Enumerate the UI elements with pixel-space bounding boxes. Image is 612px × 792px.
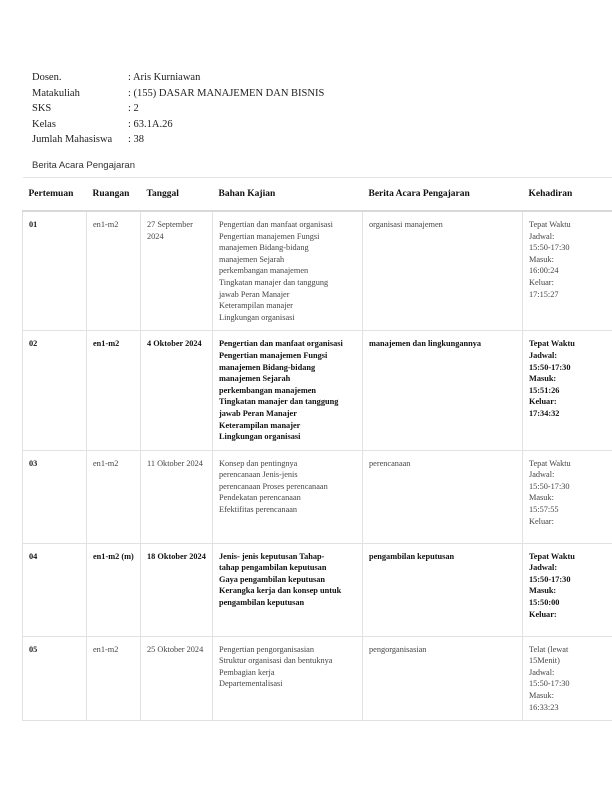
bahan-line: Efektifitas perencanaan bbox=[219, 505, 298, 515]
bahan-line: tahap pengambilan keputusan bbox=[219, 563, 327, 573]
cell-kehadiran bbox=[523, 211, 612, 331]
cell-kehadiran bbox=[523, 331, 612, 450]
header-berita-acara: Berita Acara Pengajaran bbox=[363, 178, 523, 212]
kehadiran-line: Masuk: bbox=[529, 691, 554, 701]
kehadiran-line: Tepat Waktu bbox=[529, 220, 571, 229]
cell-tanggal: 27 September 2024 bbox=[141, 211, 213, 331]
header-kehadiran: Kehadiran bbox=[523, 178, 612, 212]
kehadiran-line: Masuk: bbox=[529, 254, 554, 264]
jumlah-label: Jumlah Mahasiswa bbox=[32, 134, 113, 145]
bahan-line: Gaya pengambilan keputusan bbox=[219, 574, 326, 584]
bahan-line: Pengertian manajemen Fungsi bbox=[219, 350, 328, 360]
cell-bahan-kajian bbox=[213, 211, 363, 331]
cell-berita-acara: manajemen dan lingkungannya bbox=[363, 331, 523, 450]
bahan-line: perkembangan manajemen bbox=[219, 266, 309, 276]
section-title: Berita Acara Pengajaran bbox=[32, 160, 135, 171]
kehadiran-line: Masuk: bbox=[529, 586, 557, 596]
bahan-line: perencanaan Jenis-jenis bbox=[219, 470, 298, 480]
bahan-line: Departementalisasi bbox=[219, 679, 283, 689]
kehadiran-line: 15:50-17:30 bbox=[529, 481, 570, 491]
header-bahan-kajian: Bahan Kajian bbox=[213, 178, 363, 212]
kehadiran-line: 17:15:27 bbox=[529, 289, 559, 299]
bahan-line: perencanaan Proses perencanaan bbox=[219, 481, 328, 491]
table-row bbox=[23, 543, 612, 636]
table-row bbox=[23, 331, 612, 450]
cell-bahan-kajian bbox=[213, 543, 363, 636]
cell-berita-acara: perencanaan bbox=[363, 450, 523, 543]
sks-label: SKS bbox=[32, 103, 52, 114]
bahan-line: manajemen Bidang-bidang bbox=[219, 362, 316, 372]
kehadiran-line: Masuk: bbox=[529, 493, 554, 503]
cell-kehadiran bbox=[523, 450, 612, 543]
sks-value: : 2 bbox=[128, 103, 139, 114]
table-header-row bbox=[23, 178, 612, 212]
kehadiran-line: 15:51:26 bbox=[529, 385, 560, 395]
kelas-value: : 63.1A.26 bbox=[128, 118, 173, 130]
table-row bbox=[23, 450, 612, 543]
cell-berita-acara: organisasi manajemen bbox=[363, 211, 523, 331]
dosen-row bbox=[32, 70, 324, 86]
bahan-line: manajemen Sejarah bbox=[219, 254, 285, 264]
matakuliah-row bbox=[32, 86, 324, 102]
kehadiran-line: 15:50-17:30 bbox=[529, 243, 570, 253]
dosen-label: Dosen. bbox=[32, 72, 62, 83]
cell-bahan-kajian bbox=[213, 331, 363, 450]
bahan-line: Pengertian manajemen Fungsi bbox=[219, 231, 320, 241]
kehadiran-line: Jadwal: bbox=[529, 470, 555, 480]
kehadiran-line: Jadwal: bbox=[529, 563, 558, 573]
bahan-line: Keterampilan manajer bbox=[219, 420, 301, 430]
header-pertemuan: Pertemuan bbox=[23, 178, 87, 212]
bahan-line: jawab Peran Manajer bbox=[219, 289, 290, 299]
kehadiran-line: Tepat Waktu bbox=[529, 458, 571, 468]
bahan-line: Tingkatan manajer dan tanggung bbox=[219, 277, 329, 287]
header-ruangan: Ruangan bbox=[87, 178, 141, 212]
kehadiran-line: 15:50:00 bbox=[529, 598, 560, 608]
attendance-table bbox=[22, 177, 612, 721]
cell-ruangan: en1-m2 bbox=[87, 450, 141, 543]
cell-pertemuan: 01 bbox=[23, 211, 87, 331]
bahan-line: Pengertian pengorganisasian bbox=[219, 644, 315, 654]
kehadiran-line: Keluar: bbox=[529, 277, 554, 287]
jumlah-value: : 38 bbox=[128, 134, 145, 145]
bahan-line: Pengertian dan manfaat organisasi bbox=[219, 339, 343, 349]
matakuliah-value: : (155) DASAR MANAJEMEN DAN BISNIS bbox=[128, 87, 325, 99]
cell-tanggal: 18 Oktober 2024 bbox=[141, 543, 213, 636]
kehadiran-line: Keluar: bbox=[529, 516, 554, 526]
cell-bahan-kajian bbox=[213, 450, 363, 543]
kehadiran-line: Tepat Waktu bbox=[529, 551, 575, 561]
kehadiran-line: Tepat Waktu bbox=[529, 339, 575, 349]
header-tanggal: Tanggal bbox=[141, 178, 213, 212]
bahan-line: Konsep dan pentingnya bbox=[219, 458, 298, 468]
bahan-line: Struktur organisasi dan bentuknya bbox=[219, 656, 333, 666]
kehadiran-line: Keluar: bbox=[529, 609, 557, 619]
kehadiran-line: 15:50-17:30 bbox=[529, 679, 570, 689]
bahan-line: manajemen Bidang-bidang bbox=[219, 243, 309, 253]
cell-ruangan: en1-m2 (m) bbox=[87, 543, 141, 636]
sks-row bbox=[32, 101, 324, 117]
cell-ruangan: en1-m2 bbox=[87, 331, 141, 450]
kehadiran-line: 15:50-17:30 bbox=[529, 574, 571, 584]
bahan-line: Pengertian dan manfaat organisasi bbox=[219, 220, 333, 229]
bahan-line: Lingkungan organisasi bbox=[219, 312, 295, 322]
kelas-label: Kelas bbox=[32, 118, 56, 130]
kehadiran-line: 16:00:24 bbox=[529, 266, 559, 276]
bahan-line: Tingkatan manajer dan tanggung bbox=[219, 397, 339, 407]
kehadiran-line: Masuk: bbox=[529, 374, 557, 384]
cell-pertemuan: 02 bbox=[23, 331, 87, 450]
kehadiran-line: Jadwal: bbox=[529, 667, 555, 677]
cell-kehadiran bbox=[523, 636, 612, 721]
cell-pertemuan: 04 bbox=[23, 543, 87, 636]
bahan-line: manajemen Sejarah bbox=[219, 374, 291, 384]
cell-pertemuan: 05 bbox=[23, 636, 87, 721]
cell-tanggal: 11 Oktober 2024 bbox=[141, 450, 213, 543]
kehadiran-line: 16:33:23 bbox=[529, 702, 559, 712]
cell-ruangan: en1-m2 bbox=[87, 636, 141, 721]
bahan-line: Pendekatan perencanaan bbox=[219, 493, 301, 503]
bahan-line: pengambilan keputusan bbox=[219, 598, 305, 608]
kehadiran-line: Telat (lewat bbox=[529, 644, 569, 654]
kehadiran-line: 15Menit) bbox=[529, 656, 560, 666]
course-info bbox=[32, 70, 324, 148]
kehadiran-line: 15:50-17:30 bbox=[529, 362, 571, 372]
cell-pertemuan: 03 bbox=[23, 450, 87, 543]
cell-berita-acara: pengorganisasian bbox=[363, 636, 523, 721]
kelas-row bbox=[32, 117, 324, 133]
bahan-line: Jenis- jenis keputusan Tahap- bbox=[219, 551, 325, 561]
bahan-line: Lingkungan organisasi bbox=[219, 432, 301, 442]
kehadiran-line: 17:34:32 bbox=[529, 408, 560, 418]
cell-kehadiran bbox=[523, 543, 612, 636]
table-row bbox=[23, 211, 612, 331]
bahan-line: Pembagian kerja bbox=[219, 667, 275, 677]
table-row bbox=[23, 636, 612, 721]
bahan-line: Kerangka kerja dan konsep untuk bbox=[219, 586, 342, 596]
kehadiran-line: Jadwal: bbox=[529, 350, 558, 360]
dosen-value: : Aris Kurniawan bbox=[128, 72, 201, 83]
cell-ruangan: en1-m2 bbox=[87, 211, 141, 331]
cell-berita-acara: pengambilan keputusan bbox=[363, 543, 523, 636]
bahan-line: perkembangan manajemen bbox=[219, 385, 317, 395]
jumlah-row bbox=[32, 132, 324, 148]
bahan-line: Keterampilan manajer bbox=[219, 301, 293, 311]
cell-tanggal: 25 Oktober 2024 bbox=[141, 636, 213, 721]
kehadiran-line: Jadwal: bbox=[529, 231, 555, 241]
matakuliah-label: Matakuliah bbox=[32, 87, 80, 99]
cell-bahan-kajian bbox=[213, 636, 363, 721]
kehadiran-line: Keluar: bbox=[529, 397, 557, 407]
kehadiran-line: 15:57:55 bbox=[529, 505, 559, 515]
cell-tanggal: 4 Oktober 2024 bbox=[141, 331, 213, 450]
bahan-line: jawab Peran Manajer bbox=[219, 408, 297, 418]
